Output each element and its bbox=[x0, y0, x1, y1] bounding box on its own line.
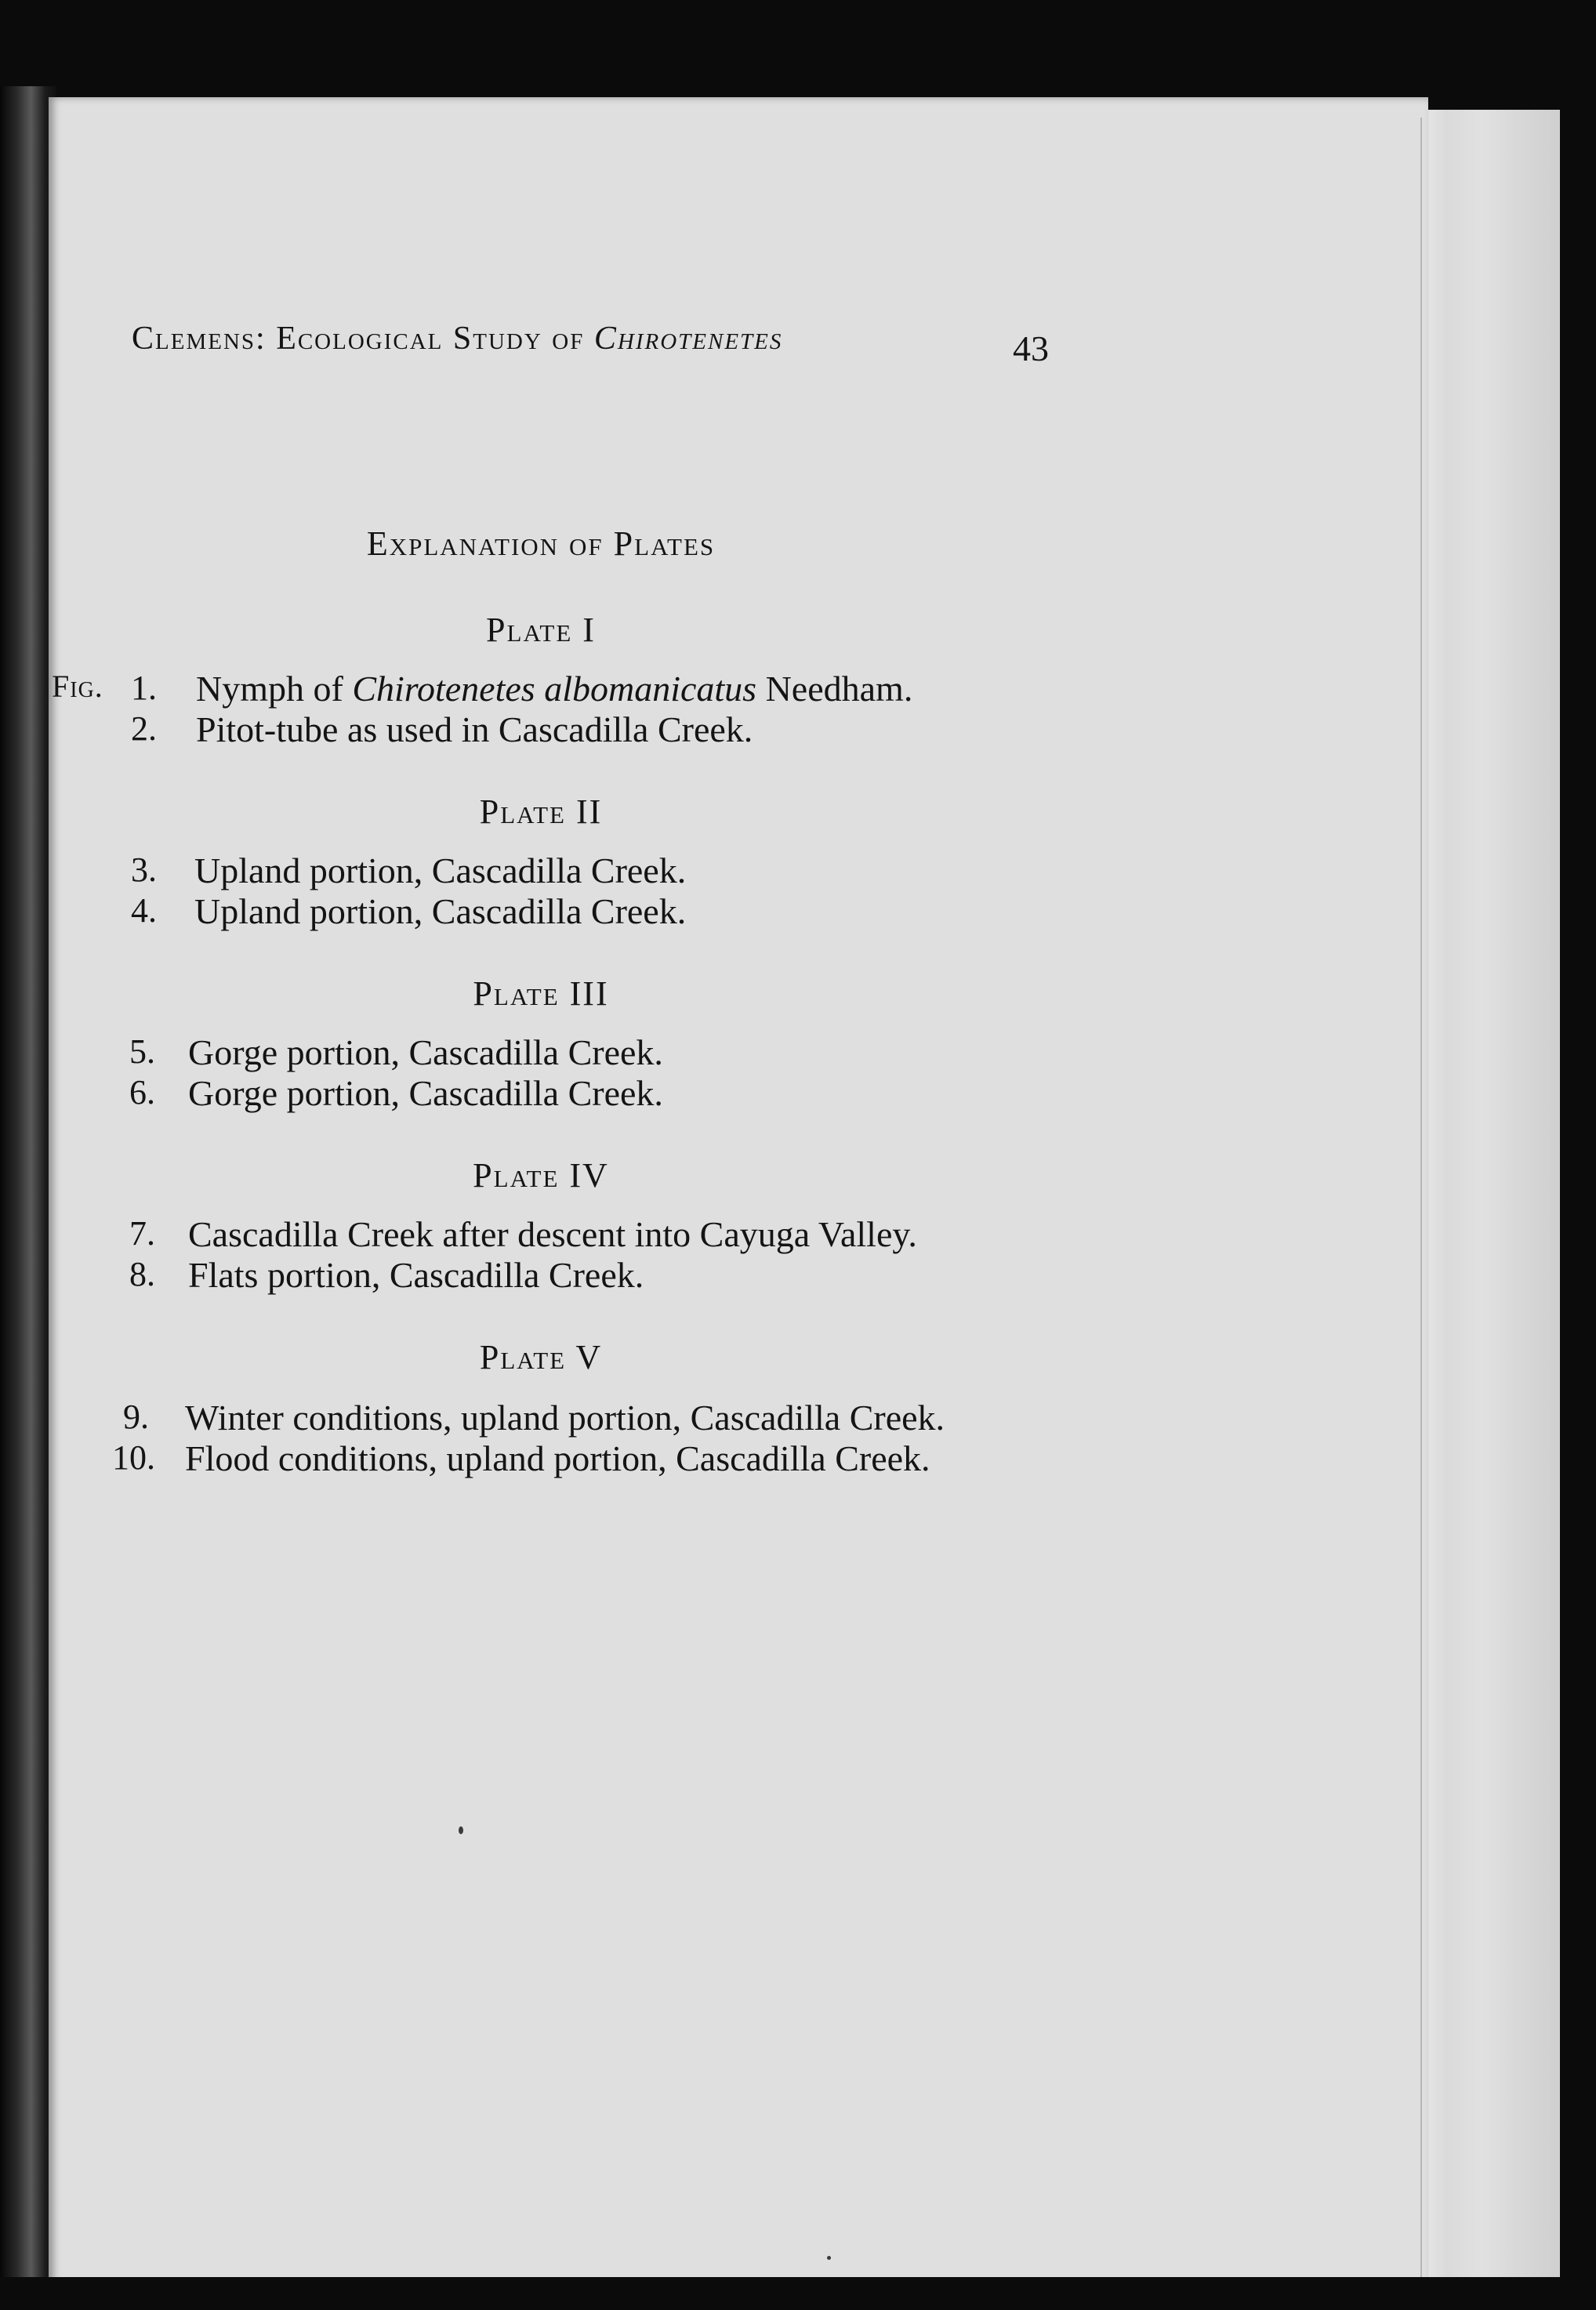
scan-speck bbox=[827, 2256, 831, 2260]
figure-caption bbox=[194, 850, 686, 891]
caption-species-italic: Chirotenetes albomanicatus bbox=[352, 669, 757, 709]
figure-number: 8. bbox=[129, 1255, 155, 1293]
figure-number: 2. bbox=[131, 709, 157, 748]
running-head-title: Ecological Study of bbox=[276, 321, 594, 357]
plate-heading: Plate V bbox=[479, 1338, 603, 1376]
figure-caption bbox=[185, 1438, 930, 1479]
caption-text: Flats portion, Cascadilla Creek. bbox=[188, 1255, 644, 1295]
figure-number: 9. bbox=[123, 1398, 149, 1436]
plate-heading: Plate III bbox=[473, 974, 609, 1013]
plate-heading: Plate IV bbox=[473, 1156, 609, 1195]
figure-caption bbox=[188, 1254, 644, 1296]
caption-text: Pitot-tube as used in Cascadilla Creek. bbox=[196, 709, 753, 749]
page-edges bbox=[1417, 110, 1560, 2289]
figure-number: 5. bbox=[129, 1032, 155, 1071]
caption-text: Upland portion, Cascadilla Creek. bbox=[194, 850, 687, 890]
figure-caption bbox=[188, 1032, 663, 1073]
running-head-title-italic: Chirotenetes bbox=[593, 321, 783, 357]
plate-heading: Plate II bbox=[479, 792, 603, 831]
figure-caption bbox=[188, 1072, 663, 1114]
plate-heading: Plate I bbox=[486, 611, 596, 649]
figure-number: 10. bbox=[112, 1438, 155, 1477]
caption-text: Gorge portion, Cascadilla Creek. bbox=[188, 1032, 663, 1072]
fig-label: Fig. bbox=[52, 669, 103, 704]
figure-number: 7. bbox=[129, 1214, 155, 1253]
caption-text-tail: Needham. bbox=[756, 669, 913, 709]
figure-number: 4. bbox=[131, 891, 157, 930]
caption-text: Nymph of bbox=[196, 669, 353, 709]
main-title: Explanation of Plates bbox=[366, 524, 716, 563]
figure-caption bbox=[188, 1213, 917, 1255]
figure-caption bbox=[196, 668, 912, 709]
caption-text: Winter conditions, upland portion, Cascadilla Creek. bbox=[185, 1398, 945, 1438]
running-head bbox=[132, 320, 782, 357]
running-head-author: Clemens bbox=[132, 321, 256, 357]
caption-text: Flood conditions, upland portion, Cascadilla Creek. bbox=[185, 1438, 930, 1478]
scan-bottom-margin bbox=[0, 2277, 1596, 2310]
caption-text: Gorge portion, Cascadilla Creek. bbox=[188, 1073, 663, 1113]
figure-number: 3. bbox=[131, 850, 157, 889]
caption-text: Cascadilla Creek after descent into Cayuga Valley. bbox=[188, 1214, 917, 1254]
figure-number: 6. bbox=[129, 1073, 155, 1111]
figure-caption bbox=[194, 890, 686, 932]
figure-number: 1. bbox=[131, 669, 157, 707]
caption-text: Upland portion, Cascadilla Creek. bbox=[194, 891, 687, 931]
page-number: 43 bbox=[1013, 328, 1049, 368]
figure-caption bbox=[196, 709, 753, 750]
running-head-separator: : bbox=[256, 321, 277, 357]
figure-caption bbox=[185, 1397, 945, 1438]
page-edge-line bbox=[1420, 118, 1422, 2281]
scan-speck bbox=[459, 1826, 463, 1834]
